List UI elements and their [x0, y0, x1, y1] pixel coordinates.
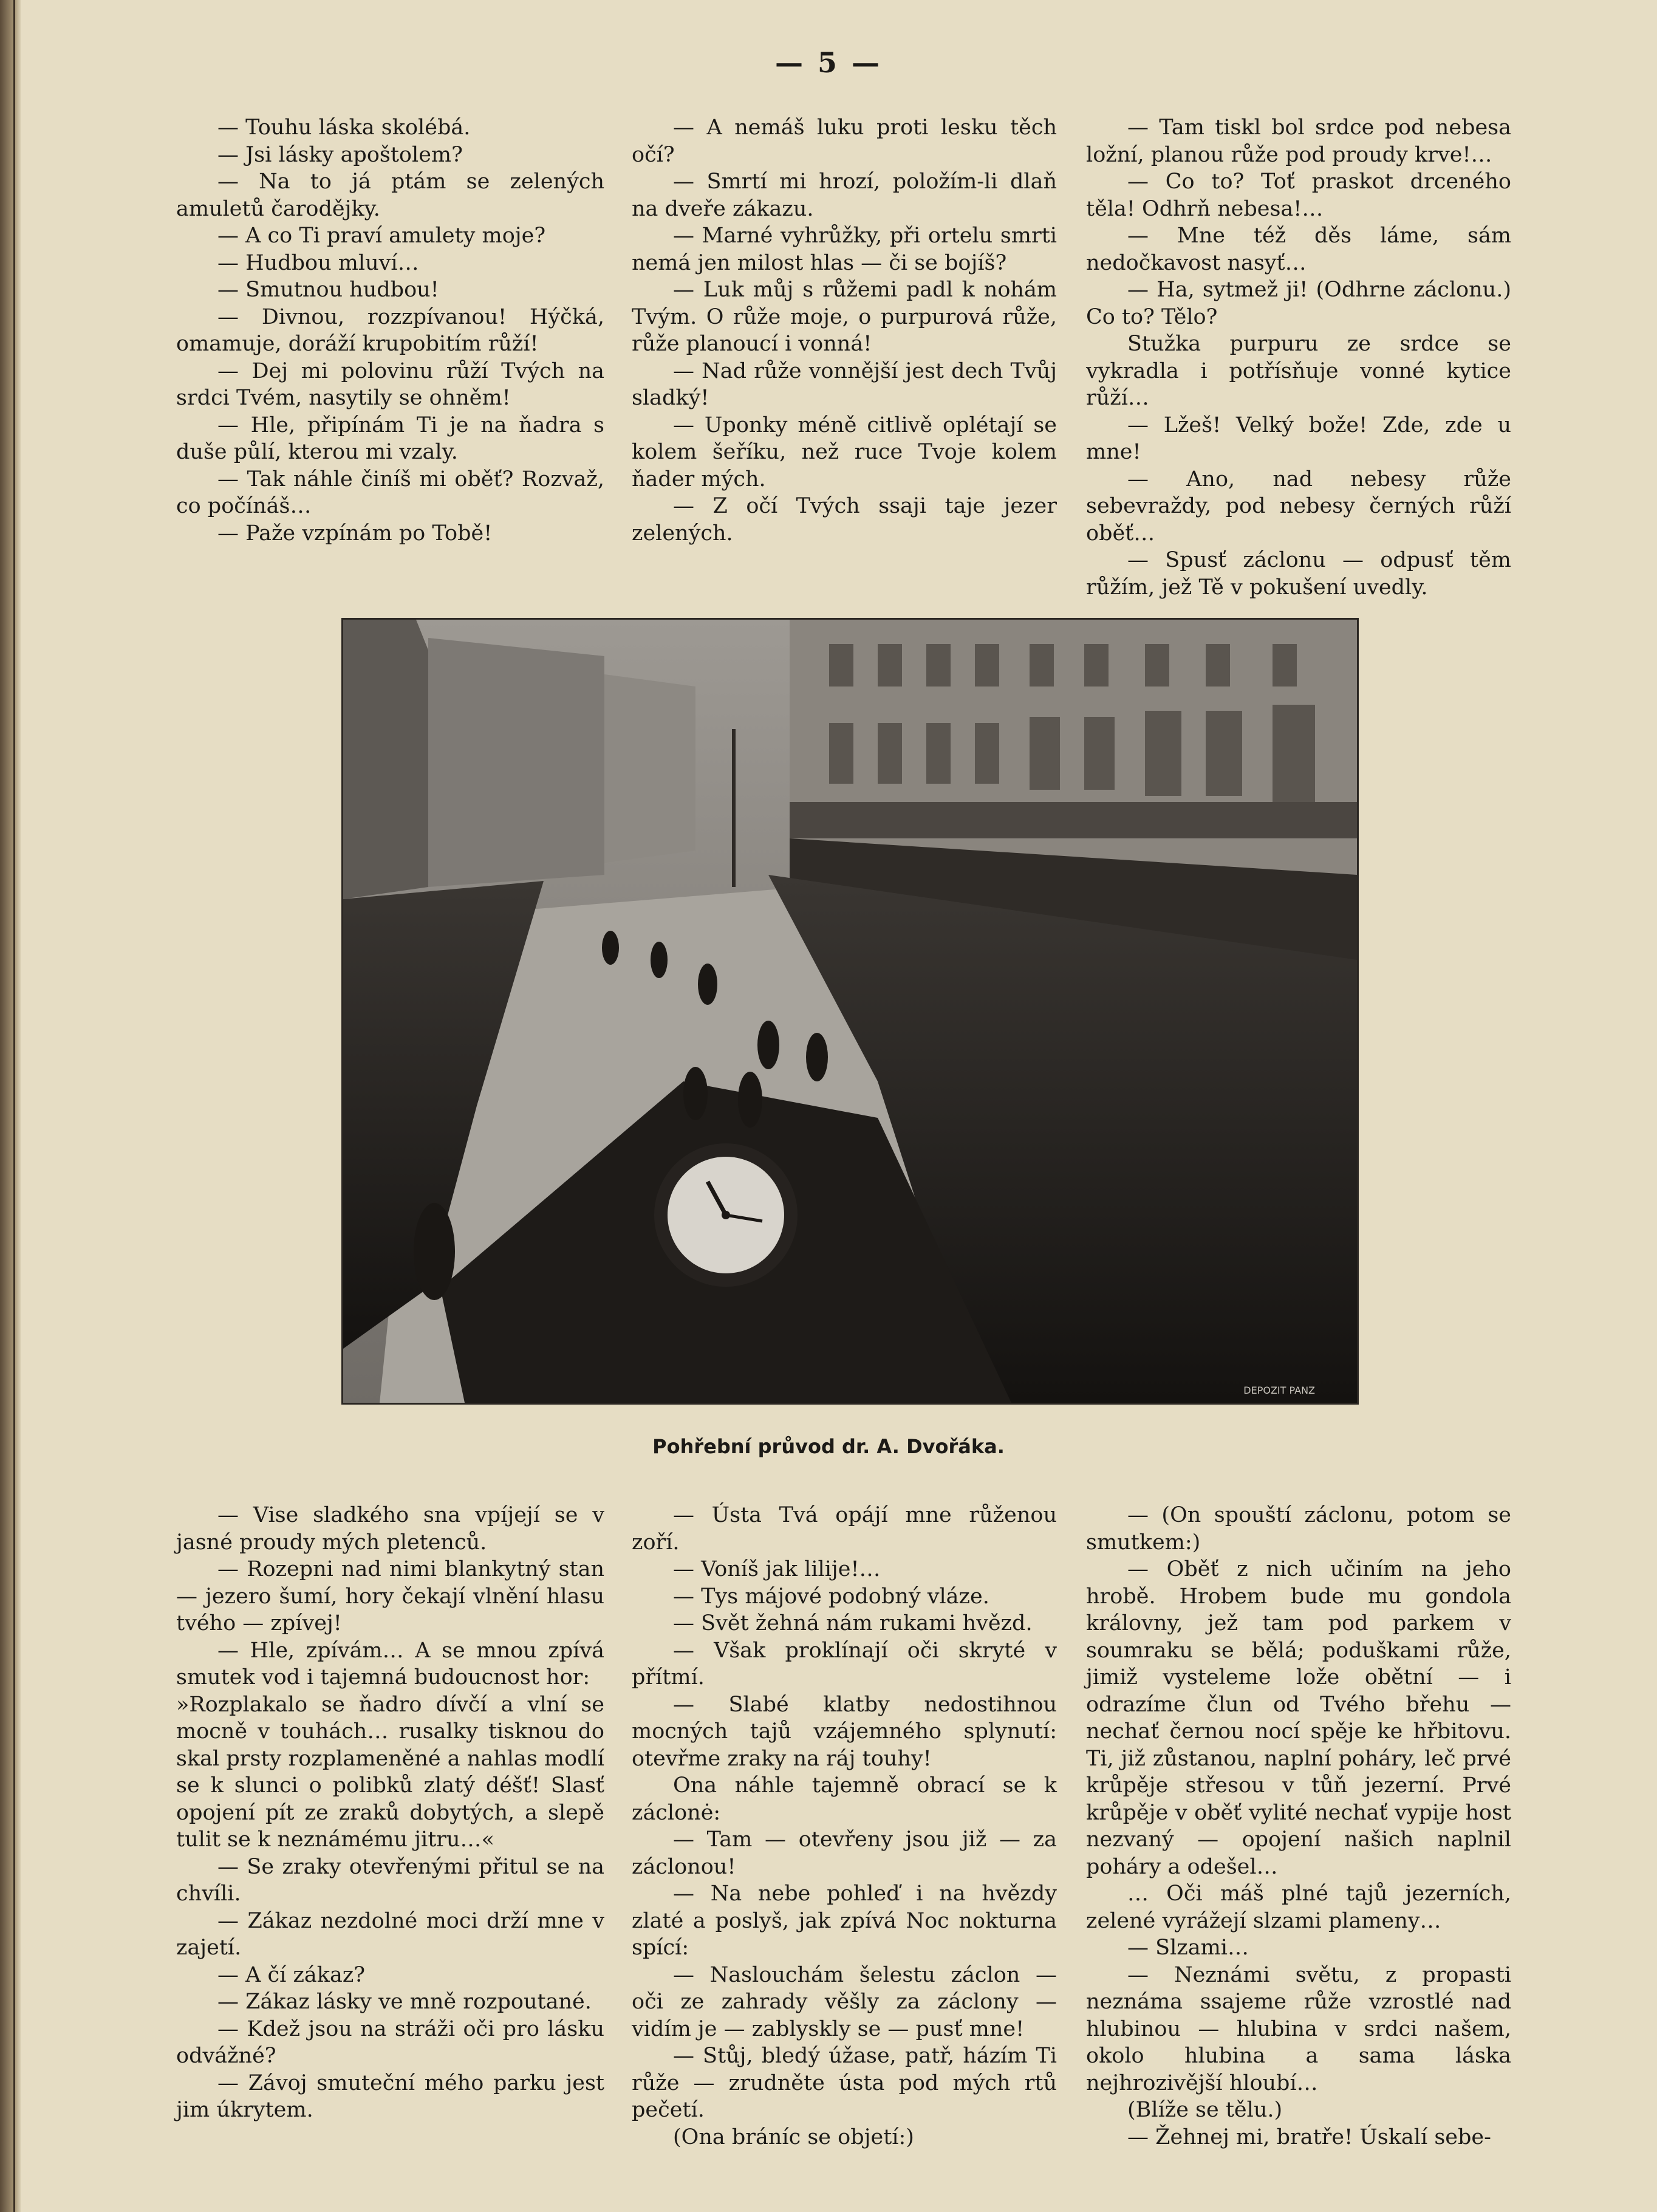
- paragraph: — Smutnou hudbou!: [217, 278, 439, 302]
- paragraph: — Stůj, bledý úžase, patř, házím Ti růže — zrudněte ústa pod mých rtů pečetí.: [632, 2044, 1057, 2122]
- paragraph: — Se zraky otevřenými přitul se na chvíli.: [176, 1854, 604, 1906]
- paragraph: — Závoj smuteční mého parku jest jim úkrytem.: [176, 2070, 604, 2122]
- paragraph: — Z očí Tvých ssaji taje jezer zelených.: [632, 494, 1057, 546]
- paragraph: — Zákaz lásky ve mně rozpoutané.: [217, 1990, 592, 2014]
- paragraph: — Hle, zpívám… A se mnou zpívá smutek vod i tajemná budoucnost hor:: [176, 1638, 604, 1690]
- paragraph: — Tak náhle činíš mi oběť? Rozvaž, co počínáš…: [176, 467, 604, 518]
- paragraph: (Blíže se tělu.): [1127, 2098, 1283, 2122]
- paragraph: — Hle, připínám Ti je na ňadra s duše půlí, kterou mi vzaly.: [176, 413, 604, 464]
- paragraph: — Hudbou mluví…: [217, 250, 419, 275]
- paragraph: — Neznámi světu, z propasti neznáma ssajeme růže vzrostlé nad hlubinou — hlubina v srdci našem, okolo hlubina a sama láska nejhrozivější hloubí…: [1086, 1962, 1511, 2095]
- bottom-column-3: [1086, 1502, 1511, 2151]
- paragraph: — Však proklínají oči skryté v přítmí.: [632, 1638, 1057, 1690]
- paragraph: — Naslouchám šelestu záclon — oči ze zahrady věšly za záclony — vidím je — zablyskly se — pusť mne!: [632, 1962, 1057, 2041]
- paragraph: — Tam — otevřeny jsou již — za záclonou!: [632, 1827, 1057, 1879]
- paragraph: — Rozepni nad nimi blankytný stan — jezero šumí, hory čekají vlnění hlasu tvého — zpívej!: [176, 1557, 604, 1635]
- photo-caption: Pohřební průvod dr. A. Dvořáka.: [652, 1435, 1005, 1458]
- paragraph: — A co Ti praví amulety moje?: [217, 224, 546, 248]
- paragraph: — Spusť záclonu — odpusť těm růžím, jež Tě v pokušení uvedly.: [1086, 548, 1511, 600]
- paragraph: — Slabé klatby nedostihnou mocných tajů vzájemného splynutí: otevřme zraky na ráj touhy!: [632, 1692, 1057, 1771]
- paragraph: — Kdež jsou na stráži oči pro lásku odvážné?: [176, 2016, 604, 2068]
- paragraph: Stužka purpuru ze srdce se vykradla i potřísňuje vonné kytice růží…: [1086, 332, 1511, 410]
- paragraph: — A čí zákaz?: [217, 1962, 366, 1987]
- page-number: — 5 —: [774, 46, 883, 79]
- paragraph: — Ústa Tvá opájí mne růženou zoří.: [632, 1503, 1057, 1555]
- paragraph: — Co to? Toť praskot drceného těla! Odhrň nebesa!…: [1086, 169, 1511, 221]
- paragraph: — Divnou, rozzpívanou! Hýčká, omamuje, doráží krupobitím růží!: [176, 304, 604, 356]
- paragraph: »Rozplakalo se ňadro dívčí a vlní se mocně v touhách… rusalky tisknou do skal prsty rozplameněné a nahlas modlí se k slunci o polibků zlatý déšť! Slasť opojení pít ze zraků dobytých, a slepě tulit se k neznámému jitru…«: [176, 1692, 604, 1852]
- photo-credit: DEPOZIT PANZ: [1243, 1385, 1315, 1396]
- paragraph: — Paže vzpínám po Tobě!: [217, 521, 493, 546]
- paragraph: — Dej mi polovinu růží Tvých na srdci Tvém, nasytily se ohněm!: [176, 358, 604, 410]
- paragraph: — Jsi lásky apoštolem?: [217, 142, 463, 167]
- paragraph: — Oběť z nich učiním na jeho hrobě. Hrobem bude mu gondola královny, jež tam pod parkem v soumraku se bělá; poduškami růže, jimiž vysteleme lože obětní — i odrazíme člun od Tvého břehu — nechať černou nocí spěje ke hřbitovu. Ti, již zůstanou, naplní poháry, leč prvé krůpěje střesou v tůň jezerní. Prvé krůpěje v oběť vylité nechať vypije host nezvaný — opojení našich naplnil poháry a odešel…: [1086, 1557, 1511, 1879]
- paragraph: — Na to já ptám se zelených amuletů čarodějky.: [176, 169, 604, 221]
- bottom-column-2: [632, 1502, 1057, 2151]
- paragraph: — Luk můj s růžemi padl k nohám Tvým. O růže moje, o purpurová růže, růže planoucí i vonná!: [632, 278, 1057, 356]
- paragraph: Ona náhle tajemně obrací se k záclonė:: [632, 1773, 1057, 1825]
- paragraph: — Ano, nad nebesy růže sebevraždy, pod nebesy černých růží oběť…: [1086, 467, 1511, 546]
- paragraph: — A nemáš luku proti lesku těch očí?: [632, 115, 1057, 167]
- paragraph: — Smrtí mi hrozí, položím-li dlaň na dveře zákazu.: [632, 169, 1057, 221]
- paragraph: — Žehnej mi, bratře! Úskalí sebe-: [1127, 2125, 1491, 2149]
- book-spine-edge: [0, 0, 21, 2212]
- paragraph: — Zákaz nezdolné moci drží mne v zajetí.: [176, 1908, 604, 1960]
- paragraph: — Mne též děs láme, sám nedočkavost nasyť…: [1086, 224, 1511, 275]
- top-column-2: [632, 114, 1057, 547]
- funeral-procession-photo: [341, 618, 1359, 1405]
- paragraph: — Voníš jak lilije!…: [673, 1557, 881, 1581]
- paragraph: — Tam tiskl bol srdce pod nebesa ložní, planou růže pod proudy krve!…: [1086, 115, 1511, 167]
- paragraph: — Svět žehná nám rukami hvězd.: [673, 1611, 1033, 1635]
- spine-shadow-line: [13, 0, 15, 2212]
- paragraph: — Touhu láska skolébá.: [217, 115, 471, 140]
- paragraph: — Slzami…: [1127, 1936, 1249, 1960]
- paragraph: — Nad růže vonnější jest dech Tvůj sladký!: [632, 358, 1057, 410]
- paragraph: — Na nebe pohleď i na hvězdy zlaté a poslyš, jak zpívá Noc nokturna spící:: [632, 1882, 1057, 1960]
- paragraph: — Uponky méně citlivě oplétají se kolem šeříku, než ruce Tvoje kolem ňader mých.: [632, 413, 1057, 491]
- paragraph: … Oči máš plné tajů jezerních, zelené vyrážejí slzami plameny…: [1086, 1882, 1511, 1933]
- bottom-column-1: [176, 1502, 604, 2124]
- paragraph: — Tys májové podobný vláze.: [673, 1584, 989, 1609]
- paragraph: — Marné vyhrůžky, při ortelu smrti nemá jen milost hlas — či se bojíš?: [632, 224, 1057, 275]
- paragraph: — Vise sladkého sna vpíjejí se v jasné proudy mých pletenců.: [176, 1503, 604, 1555]
- paragraph: — Lžeš! Velký bože! Zde, zde u mne!: [1086, 413, 1511, 464]
- top-column-3: [1086, 114, 1511, 601]
- paragraph: (Ona bráníc se objetí:): [673, 2125, 914, 2149]
- top-column-1: [176, 114, 604, 547]
- paragraph: — (On spouští záclonu, potom se smutkem:): [1086, 1503, 1511, 1555]
- paragraph: — Ha, sytmež ji! (Odhrne záclonu.) Co to? Tělo?: [1086, 278, 1511, 329]
